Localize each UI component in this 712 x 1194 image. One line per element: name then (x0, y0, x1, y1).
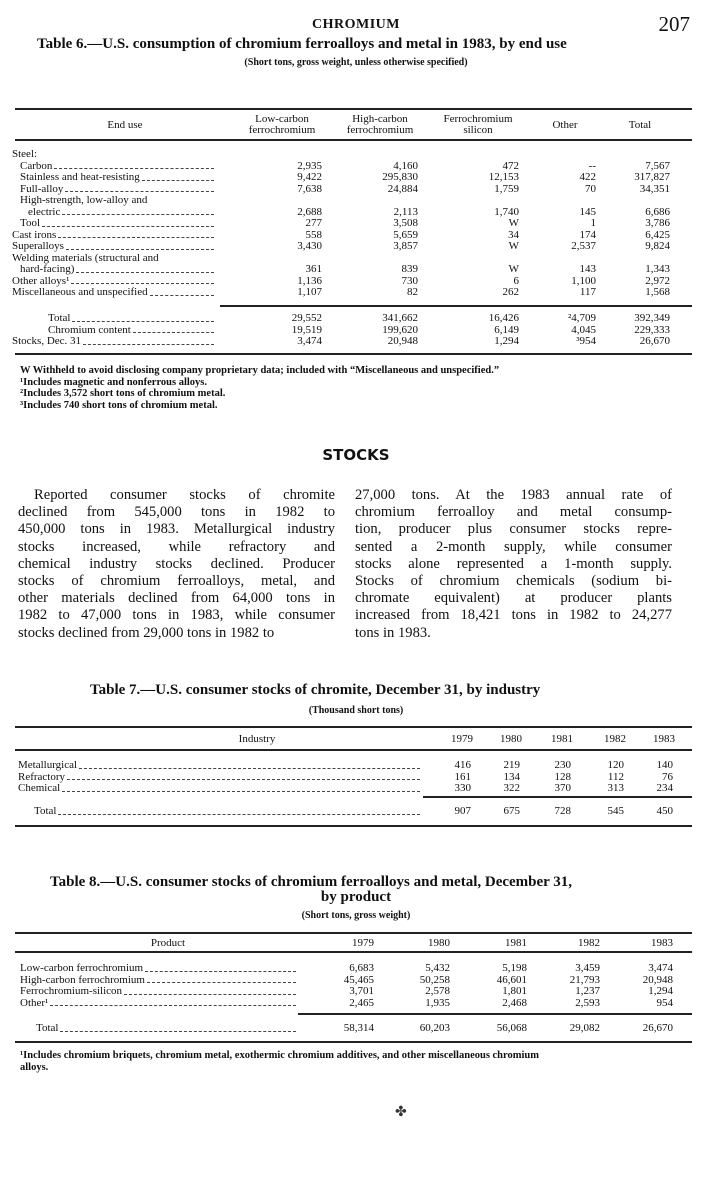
row-label-text: Chromium content (48, 323, 131, 336)
row-label-text: Total (34, 805, 57, 817)
footnote-3: ³Includes 740 short tons of chromium metal. (20, 399, 218, 411)
table-rule (298, 1013, 692, 1015)
cell-value: 120 (607, 759, 624, 771)
cell-value: 1,294 (648, 985, 673, 997)
cell-value: 161 (454, 770, 471, 783)
running-title: CHROMIUM (312, 17, 400, 32)
cell-value: 58,314 (343, 1022, 374, 1034)
cell-value: 2,688 (297, 205, 322, 218)
cell-value: 219 (503, 759, 520, 771)
text-line: chemical industry stocks declined. Producer (18, 555, 335, 572)
cell-value: 1,568 (645, 286, 670, 298)
row-label-text: Chemical (18, 782, 61, 794)
column-header-industry: Industry (238, 733, 276, 745)
row-label-text: Total (36, 1022, 59, 1034)
cell-value: 20,948 (642, 973, 673, 986)
dot-leader (145, 971, 296, 972)
cell-value: 2,593 (575, 996, 600, 1009)
cell-value: 341,662 (382, 312, 418, 324)
column-header-line1: Ferrochromium (443, 113, 513, 125)
cell-value: 3,786 (645, 217, 670, 229)
footnote-2: ²Includes 3,572 short tons of chromium metal. (20, 388, 226, 399)
cell-value: 6,149 (494, 323, 519, 336)
cell-value: 4,045 (571, 323, 596, 336)
table7-subtitle: (Thousand short tons) (308, 705, 404, 716)
cell-value: 34 (508, 228, 519, 241)
table6-title: Table 6.—U.S. consumption of chromium ferroalloys and metal in 1983, by end use (37, 36, 567, 52)
row-label-text: electric (28, 205, 61, 218)
cell-value: 6,683 (349, 962, 374, 974)
row-label-text: Total (48, 312, 71, 324)
cell-value: 46,601 (496, 973, 527, 986)
cell-value: 2,113 (393, 205, 418, 218)
column-header-year: 1981 (505, 937, 527, 949)
cell-value: 2,465 (349, 996, 374, 1009)
cell-value: 330 (454, 782, 471, 794)
text-line: stocks of chromium ferroalloys, metal, and (18, 573, 335, 590)
column-header-line2: ferrochromium (248, 124, 316, 136)
cell-value: 3,857 (393, 240, 418, 252)
cell-value: 128 (554, 770, 571, 783)
table-row (0, 1023, 712, 1035)
cell-value: 24,884 (387, 182, 418, 195)
cell-value: 3,474 (297, 335, 322, 347)
cell-value: 26,670 (642, 1022, 673, 1034)
cell-value: 60,203 (419, 1022, 450, 1034)
cell-value: ²4,709 (567, 312, 596, 324)
cell-value: 76 (662, 770, 673, 783)
cell-value: 9,422 (297, 171, 322, 183)
row-label-text: Metallurgical (18, 759, 78, 771)
cell-value: 392,349 (634, 312, 670, 324)
cell-value: W (508, 263, 519, 275)
text-line: stocks increased, while refractory and (18, 538, 335, 555)
cell-value: 140 (656, 759, 673, 771)
cell-value: 29,082 (569, 1022, 600, 1034)
cell-value: 229,333 (634, 323, 670, 336)
table8-title-line1: Table 8.—U.S. consumer stocks of chromium ferroalloys and metal, December 31, (50, 874, 573, 890)
cell-value: 82 (407, 286, 418, 298)
row-label-text: Other¹ (20, 996, 49, 1009)
column-header-line1: Low-carbon (255, 113, 309, 125)
cell-value: 416 (454, 759, 471, 771)
cell-value: 1,801 (502, 985, 527, 997)
column-header-line1: Other (552, 119, 578, 131)
cell-value: 1,935 (425, 996, 450, 1009)
table-rule (15, 951, 692, 953)
table-rule (15, 1041, 692, 1043)
text-line: other materials declined from 64,000 tons in (18, 590, 335, 607)
cell-value: 730 (401, 274, 418, 287)
column-header-year: 1979 (352, 937, 374, 949)
cell-value: 313 (607, 782, 624, 794)
cell-value: 29,552 (291, 312, 322, 324)
row-label-text: Carbon (20, 159, 53, 172)
table-row (0, 998, 712, 1010)
dot-leader (124, 994, 296, 995)
column-header-year: 1983 (651, 937, 673, 949)
cell-value: 145 (579, 205, 596, 218)
cell-value: 2,578 (425, 985, 450, 997)
cell-value: -- (588, 159, 596, 172)
row-label-text: Miscellaneous and unspecified (12, 286, 148, 298)
cell-value: 143 (579, 263, 596, 275)
column-header-line1: End use (107, 119, 143, 131)
cell-value: 2,537 (571, 240, 596, 252)
text-line: increased from 18,421 tons in 1982 to 24,277 (355, 607, 672, 624)
text-line: chromate equivalent) at producer plants (355, 590, 672, 607)
cell-value: 1,100 (571, 274, 596, 287)
cell-value: 199,620 (382, 323, 418, 336)
cell-value: 56,068 (496, 1022, 527, 1034)
cell-value: 134 (503, 770, 520, 783)
cell-value: 954 (656, 996, 673, 1009)
row-label-text: Superalloys (12, 240, 64, 252)
row-label-text: High-carbon ferrochromium (20, 973, 145, 986)
column-header-year: 1983 (653, 733, 675, 745)
cell-value: 907 (454, 805, 471, 817)
cell-value: 34,351 (639, 182, 670, 195)
cell-value: 117 (579, 286, 596, 298)
cell-value: 3,701 (349, 985, 374, 997)
cell-value: 5,659 (393, 228, 418, 241)
column-header-line1: High-carbon (352, 113, 408, 125)
cell-value: W (508, 217, 519, 229)
row-label-text: Stocks, Dec. 31 (12, 335, 82, 347)
text-line: chromium ferroalloy and metal consump- (355, 504, 672, 521)
row-label-text: Cast irons (12, 228, 57, 241)
cell-value: 728 (554, 805, 571, 817)
cell-value: 6,686 (645, 205, 670, 218)
cell-value: 4,160 (393, 159, 418, 172)
cell-value: 21,793 (569, 973, 600, 986)
cell-value: 1 (590, 217, 596, 229)
cell-value: 1,759 (494, 182, 519, 195)
row-label (36, 1023, 296, 1035)
row-label-text: Welding materials (structural and (12, 251, 159, 264)
row-label-text: Other alloys¹ (12, 274, 70, 287)
column-header-year: 1979 (451, 733, 473, 745)
table7-title: Table 7.—U.S. consumer stocks of chromite, December 31, by industry (90, 682, 541, 698)
column-header-year: 1980 (428, 937, 450, 949)
row-label (20, 963, 296, 975)
column-header-line2: ferrochromium (346, 124, 414, 136)
cell-value: 174 (579, 228, 596, 241)
column-header-year: 1982 (578, 937, 600, 949)
page-number: 207 (658, 12, 690, 36)
cell-value: 322 (503, 782, 520, 794)
printer-ornament-icon: ✤ (395, 1105, 407, 1120)
row-label-text: hard-facing) (20, 263, 75, 275)
cell-value: 3,430 (297, 240, 322, 252)
footnote-1: ¹Includes magnetic and nonferrous alloys. (20, 376, 208, 388)
row-label (20, 998, 296, 1010)
cell-value: 6 (513, 274, 519, 287)
cell-value: 277 (305, 217, 322, 229)
cell-value: 558 (305, 228, 322, 241)
cell-value: 2,935 (297, 159, 322, 172)
text-line: stocks alone represented a 1-month supply. (355, 555, 672, 572)
text-line: tion, producer plus consumer stocks repre- (355, 521, 672, 538)
cell-value: 545 (607, 805, 624, 817)
column-header-line2: silicon (463, 124, 493, 136)
cell-value: 472 (502, 159, 519, 172)
table-row (0, 963, 712, 975)
cell-value: 1,237 (575, 985, 600, 997)
cell-value: 7,638 (297, 182, 322, 195)
row-label-text: Stainless and heat-resisting (20, 171, 140, 183)
cell-value: 2,972 (645, 274, 670, 287)
column-header-year: 1981 (551, 733, 573, 745)
cell-value: W (508, 240, 519, 252)
column-header-line1: Total (628, 119, 652, 131)
cell-value: 20,948 (387, 335, 418, 347)
cell-value: 112 (607, 770, 624, 783)
column-header-year: 1982 (604, 733, 626, 745)
text-line: Stocks of chromium chemicals (sodium bi- (355, 573, 672, 590)
cell-value: 26,670 (639, 335, 670, 347)
text-line: Reported consumer stocks of chromite (34, 487, 335, 503)
cell-value: 370 (554, 782, 571, 794)
cell-value: 262 (502, 286, 519, 298)
cell-value: 3,508 (393, 217, 418, 229)
cell-value: 3,459 (575, 962, 600, 974)
text-line: tons in 1983. (355, 624, 431, 641)
dot-leader (147, 982, 296, 983)
text-line: 1982 to 47,000 tons in 1983, while consumer (18, 607, 335, 624)
cell-value: 317,827 (634, 171, 670, 183)
footnote-w: W Withheld to avoid disclosing company proprietary data; included with “Miscellaneous and unspecified.” (20, 365, 500, 376)
row-label-text: Low-carbon ferrochromium (20, 962, 144, 974)
table8-footnote-line2: alloys. (20, 1062, 49, 1073)
table8-footnote-line1: ¹Includes chromium briquets, chromium metal, exothermic chromium additives, and other miscellaneous chromium (20, 1050, 539, 1061)
row-label-text: Ferrochromium-silicon (20, 985, 123, 997)
column-header-year: 1980 (500, 733, 522, 745)
cell-value: 361 (305, 263, 322, 275)
row-label-text: High-strength, low-alloy and (20, 194, 148, 206)
cell-value: 50,258 (419, 973, 450, 986)
row-label-text: Steel: (12, 148, 38, 160)
table-rule (15, 932, 692, 934)
cell-value: 3,474 (648, 962, 673, 974)
column-header-product: Product (150, 937, 186, 949)
cell-value: 5,198 (502, 962, 527, 974)
cell-value: 12,153 (488, 171, 519, 183)
cell-value: 1,107 (297, 286, 322, 298)
table8-subtitle: (Short tons, gross weight) (301, 910, 411, 921)
text-line: 450,000 tons in 1983. Metallurgical industry (18, 521, 335, 538)
row-label-text: Refractory (18, 770, 66, 783)
cell-value: ³954 (576, 335, 596, 347)
cell-value: 19,519 (291, 323, 322, 336)
table6-subtitle: (Short tons, gross weight, unless otherwise specified) (244, 57, 468, 68)
cell-value: 675 (503, 805, 520, 817)
dot-leader (60, 1031, 296, 1032)
cell-value: 6,425 (645, 228, 670, 241)
text-line: stocks declined from 29,000 tons in 1982 to (18, 624, 275, 641)
cell-value: 2,468 (502, 996, 527, 1009)
section-heading-stocks: STOCKS (322, 446, 390, 464)
cell-value: 16,426 (488, 312, 519, 324)
cell-value: 7,567 (645, 159, 670, 172)
text-line: declined from 545,000 tons in 1982 to (18, 504, 335, 521)
cell-value: 1,343 (645, 263, 670, 275)
cell-value: 422 (579, 171, 596, 183)
text-line: 27,000 tons. At the 1983 annual rate of (355, 487, 672, 503)
cell-value: 295,830 (382, 171, 418, 183)
table8-title-line2: by product (320, 889, 392, 905)
dot-leader (50, 1005, 296, 1006)
cell-value: 839 (401, 263, 418, 275)
row-label (20, 986, 296, 998)
cell-value: 1,740 (494, 205, 519, 218)
row-label-text: Full-alloy (20, 182, 64, 195)
cell-value: 230 (554, 759, 571, 771)
cell-value: 5,432 (425, 962, 450, 974)
cell-value: 9,824 (645, 240, 670, 252)
cell-value: 45,465 (343, 973, 374, 986)
text-line: sented a 2-month supply, while consumer (355, 538, 672, 555)
cell-value: 234 (656, 782, 673, 794)
table-row (0, 986, 712, 998)
row-label-text: Tool (20, 217, 41, 229)
cell-value: 450 (656, 805, 673, 817)
cell-value: 1,294 (494, 335, 519, 347)
cell-value: 70 (585, 182, 596, 195)
cell-value: 1,136 (297, 274, 322, 287)
